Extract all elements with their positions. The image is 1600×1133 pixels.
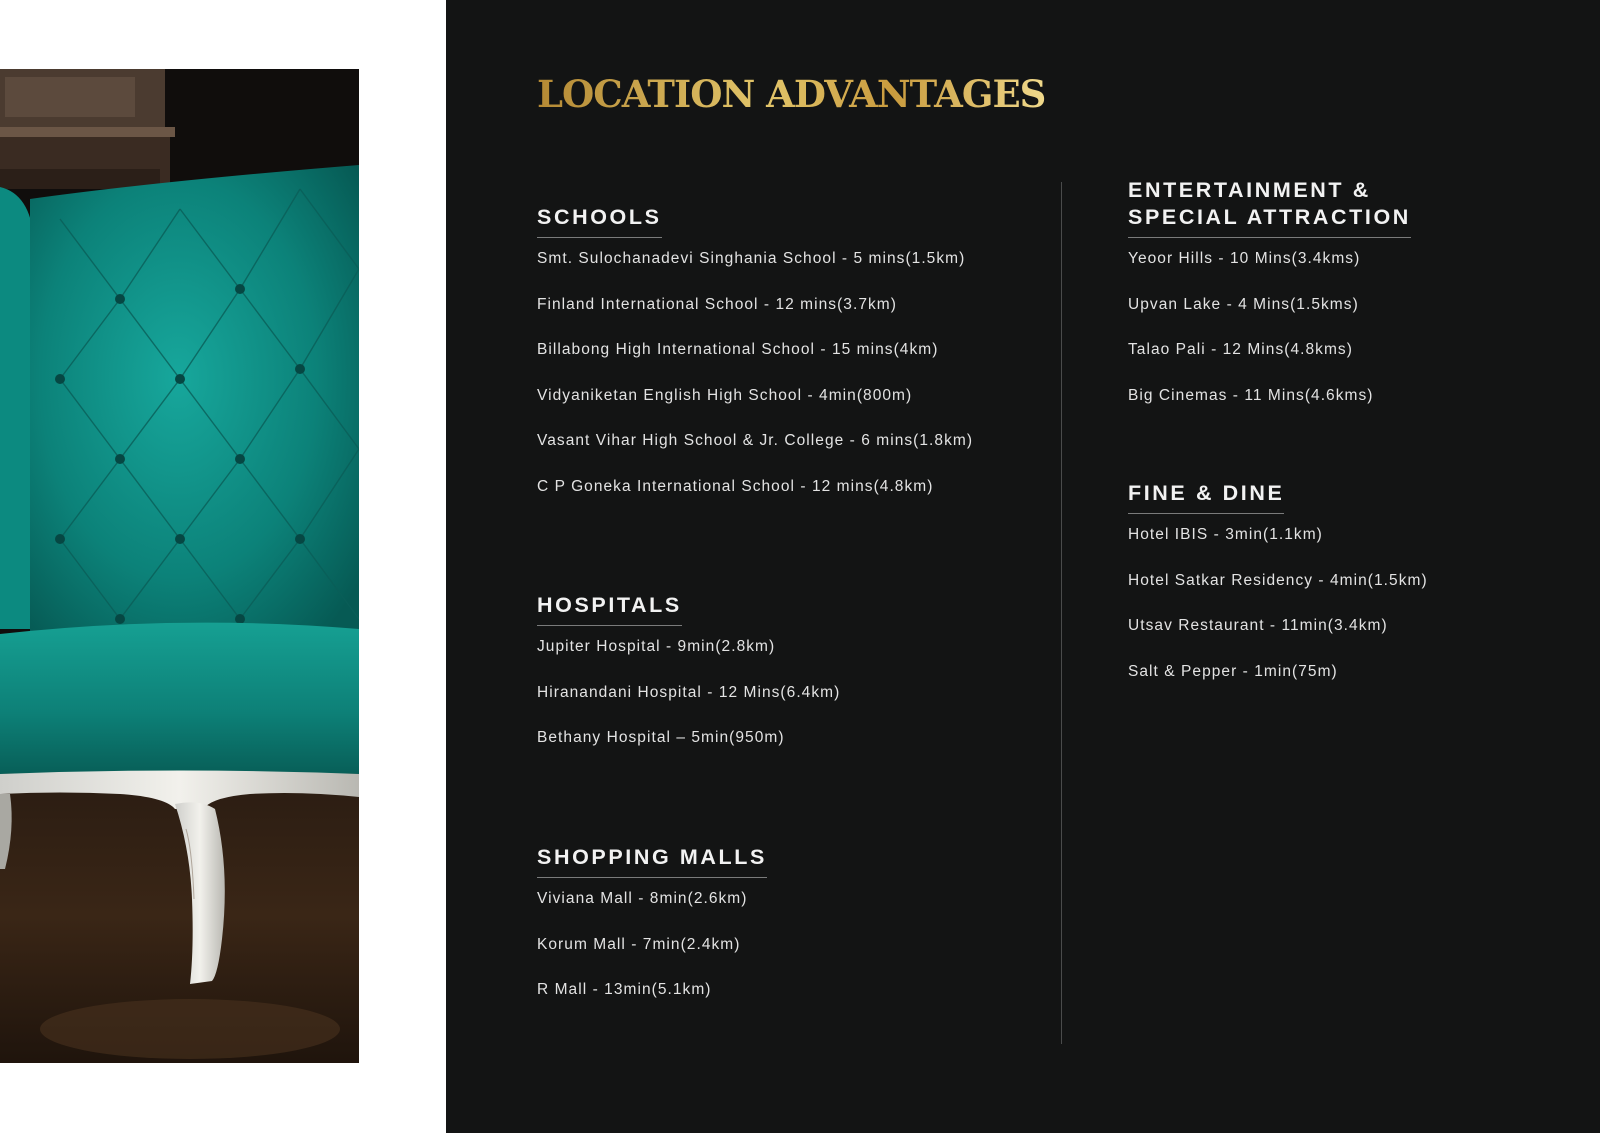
list-item: Bethany Hospital – 5min(950m): [537, 729, 785, 747]
heading-line: SPECIAL ATTRACTION: [1128, 205, 1411, 229]
list-item: Smt. Sulochanadevi Singhania School - 5 mins(1.5km): [537, 250, 966, 267]
list-item: Hotel Satkar Residency - 4min(1.5km): [1128, 571, 1428, 589]
list-item: Korum Mall - 7min(2.4km): [537, 935, 741, 953]
left-panel: [0, 0, 446, 1133]
sofa-photo: [0, 69, 359, 1063]
dine-list: [1128, 525, 1428, 707]
list-item: R Mall - 13min(5.1km): [537, 981, 712, 999]
shopping-malls-section: [537, 844, 767, 1026]
hospitals-section: [537, 592, 840, 774]
schools-section: [537, 204, 973, 523]
list-item: Vasant Vihar High School & Jr. College - 6 mins(1.8km): [537, 432, 974, 450]
list-item: Yeoor Hills - 10 Mins(3.4kms): [1128, 250, 1361, 267]
list-item: Hiranandani Hospital - 12 Mins(6.4km): [537, 683, 841, 701]
hospitals-list: [537, 637, 840, 774]
fine-dine-section: [1128, 480, 1428, 707]
schools-list: [537, 249, 973, 523]
section-heading-dine: FINE & DINE: [1128, 480, 1284, 514]
column-divider: [1061, 182, 1062, 1044]
entertainment-section: [1128, 177, 1411, 431]
list-item: Salt & Pepper - 1min(75m): [1128, 662, 1338, 680]
list-item: Talao Pali - 12 Mins(4.8kms): [1128, 341, 1353, 359]
sofa-illustration: [0, 69, 359, 1063]
list-item: Hotel IBIS - 3min(1.1km): [1128, 526, 1323, 543]
list-item: Utsav Restaurant - 11min(3.4km): [1128, 617, 1388, 635]
page-title: LOCATION ADVANTAGES: [537, 72, 1046, 116]
section-heading-schools: SCHOOLS: [537, 204, 662, 238]
list-item: Jupiter Hospital - 9min(2.8km): [537, 638, 776, 655]
list-item: Big Cinemas - 11 Mins(4.6kms): [1128, 386, 1374, 404]
list-item: Vidyaniketan English High School - 4min(800m): [537, 386, 913, 404]
list-item: Billabong High International School - 15 mins(4km): [537, 341, 939, 359]
section-heading-hospitals: HOSPITALS: [537, 592, 682, 626]
list-item: C P Goneka International School - 12 mins(4.8km): [537, 477, 934, 495]
section-heading-malls: SHOPPING MALLS: [537, 844, 767, 878]
entertainment-list: [1128, 249, 1411, 431]
malls-list: [537, 889, 767, 1026]
section-heading-entertainment: [1128, 177, 1411, 238]
list-item: Viviana Mall - 8min(2.6km): [537, 890, 748, 907]
list-item: Upvan Lake - 4 Mins(1.5kms): [1128, 295, 1359, 313]
heading-line: ENTERTAINMENT &: [1128, 178, 1371, 202]
list-item: Finland International School - 12 mins(3.7km): [537, 295, 897, 313]
